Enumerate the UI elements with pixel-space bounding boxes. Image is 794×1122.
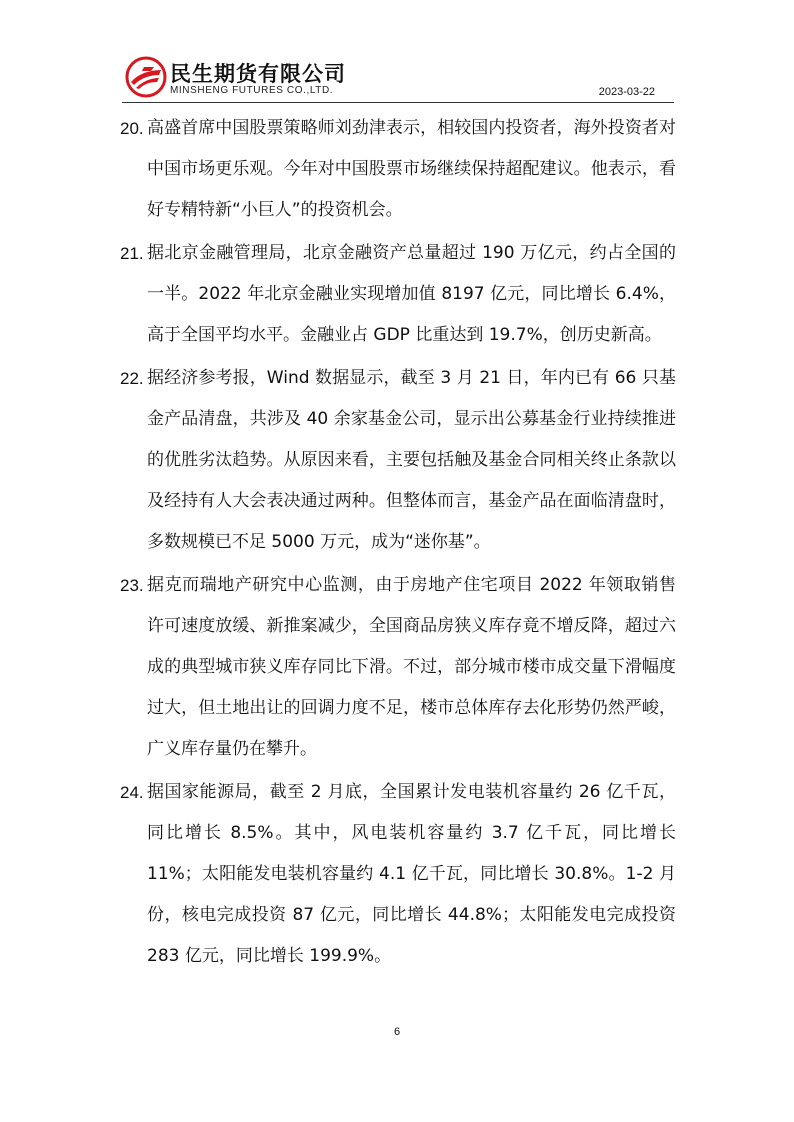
news-item-text: 据经济参考报，Wind 数据显示，截至 3 月 21 日，年内已有 66 只基金产品清盘，共涉及 40 余家基金公司，显示出公募基金行业持续推进的优胜劣汰趋势。从原因来看，主要包括触及基金合同相关终止条款以及经持有人大会表决通过两种。但整体而言，基金产品在面临清盘时，多数规模已不足 5000 万元，成为“迷你基”。	[147, 368, 676, 552]
news-item-21	[120, 233, 676, 356]
news-list	[120, 108, 676, 979]
news-item-number: 20.	[120, 119, 144, 138]
news-item-number: 23.	[120, 576, 144, 595]
page-header	[0, 0, 794, 104]
news-item-text: 据国家能源局，截至 2 月底，全国累计发电装机容量约 26 亿千瓦，同比增长 8.5%。其中，风电装机容量约 3.7 亿千瓦，同比增长 11%；太阳能发电装机容量约 4.1 亿千瓦，同比增长 30.8%。1-2 月份，核电完成投资 87 亿元，同比增长 44.8%；太阳能发电完成投资 283 亿元，同比增长 199.9%。	[147, 782, 676, 966]
news-item-number: 22.	[120, 369, 144, 388]
news-item-24	[120, 772, 676, 977]
minsheng-logo-icon	[124, 55, 168, 99]
header-divider	[122, 102, 674, 103]
news-item-20	[120, 108, 676, 231]
news-item-text: 据克而瑞地产研究中心监测，由于房地产住宅项目 2022 年领取销售许可速度放缓、新推案减少，全国商品房狭义库存竟不增反降，超过六成的典型城市狭义库存同比下滑。不过，部分城市楼市成交量下滑幅度过大，但土地出让的回调力度不足，楼市总体库存去化形势仍然严峻，广义库存量仍在攀升。	[147, 575, 676, 759]
news-item-number: 24.	[120, 783, 144, 802]
news-item-22	[120, 358, 676, 563]
report-date: 2023-03-22	[598, 86, 655, 98]
page-number: 6	[393, 1026, 401, 1038]
news-item-text: 据北京金融管理局，北京金融资产总量超过 190 万亿元，约占全国的一半。2022 年北京金融业实现增加值 8197 亿元，同比增长 6.4%，高于全国平均水平。金融业占 GDP 比重达到 19.7%，创历史新高。	[147, 243, 676, 345]
company-name-en: MINSHENG FUTURES CO.,LTD.	[170, 85, 334, 96]
company-name-cn: 民生期货有限公司	[170, 62, 346, 86]
news-item-number: 21.	[120, 244, 144, 263]
news-item-text: 高盛首席中国股票策略师刘劲津表示，相较国内投资者，海外投资者对中国市场更乐观。今年对中国股票市场继续保持超配建议。他表示，看好专精特新“小巨人”的投资机会。	[147, 118, 676, 220]
news-item-23	[120, 565, 676, 770]
